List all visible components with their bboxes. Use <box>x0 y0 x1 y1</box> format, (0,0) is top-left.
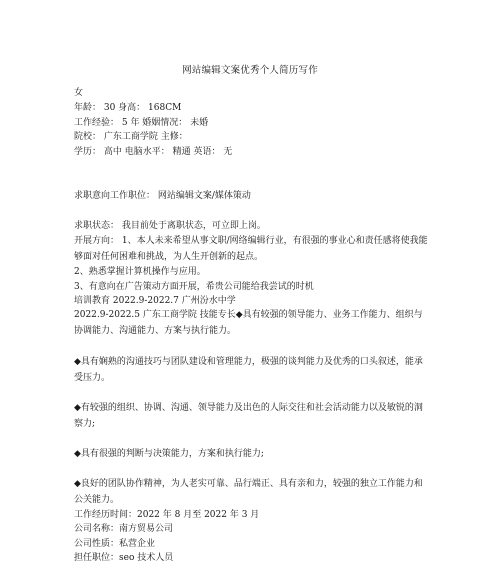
work-company: 公司名称：南方贸易公司 <box>74 524 174 534</box>
job-status: 求职状态： 我目前处于离职状态，可立即上岗。 <box>74 221 266 231</box>
skill-organization: ◆有较强的组织、协调、沟通、领导能力及出色的人际交往和社会活动能力以及敏锐的洞察力; <box>74 403 423 429</box>
training-college-skills: 2022.9-2022.5 广东工商学院 技能专长◆具有较强的领导能力、业务工作能力、组织与协调能力、沟通能力、方案与执行能力。 <box>74 310 423 336</box>
work-position: 担任职位：seo 技术人员 <box>74 553 174 563</box>
school-major: 院校： 广东工商学院 主修： <box>74 132 188 142</box>
experience-marital: 工作经验： 5 年 婚姻情况： 未婚 <box>74 118 209 128</box>
job-intention: 求职意向工作职位： 网站编辑文案/媒体策动 <box>74 191 251 201</box>
plan-item-2: 2、熟悉掌握计算机操作与应用。 <box>74 267 206 277</box>
skill-communication: ◆具有娴熟的沟通技巧与团队建设和管理能力，极强的谈判能力及优秀的口头叙述，能承受压力。 <box>74 357 423 383</box>
skill-teamwork: ◆良好的团队协作精神，为人老实可靠、品行端正、具有亲和力，较强的独立工作能力和公关能力。 <box>74 479 423 505</box>
skill-judgement: ◆具有很强的判断与决策能力，方案和执行能力; <box>74 449 264 459</box>
gender: 女 <box>74 88 84 98</box>
plan-item-3: 3、有意向在广告策动方面开展，希贵公司能给我尝试的时机 <box>74 282 314 292</box>
training-school: 培训教育 2022.9-2022.7 广州汾水中学 <box>74 296 236 306</box>
page-title: 网站编辑文案优秀个人简历写作 <box>182 65 318 76</box>
age-height: 年龄： 30 身高： 168CM <box>74 103 182 113</box>
work-nature: 公司性质：私营企业 <box>74 539 156 549</box>
education-computer-english: 学历： 高中 电脑水平： 精通 英语： 无 <box>74 147 233 157</box>
work-period: 工作经历时间：2022 年 8 月至 2022 年 3 月 <box>74 510 260 520</box>
plan-item-1: 开展方向： 1、本人未来希望从事文职/网络编辑行业，有很强的事业心和责任感将使我能够面对任何困难和挑战，为人生开创新的起点。 <box>74 236 428 262</box>
